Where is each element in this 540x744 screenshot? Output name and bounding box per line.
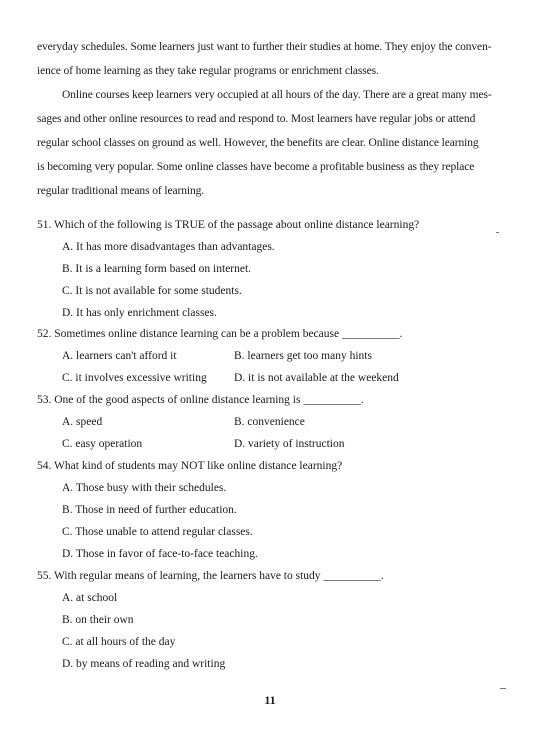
- scan-speck: [500, 688, 506, 689]
- question-54-stem: 54. What kind of students may NOT like online distance learning?: [37, 460, 343, 472]
- question-55-option-d[interactable]: D. by means of reading and writing: [62, 658, 226, 670]
- passage-line: regular traditional means of learning.: [37, 185, 205, 197]
- passage-line: regular school classes on ground as well. However, the benefits are clear. Online distance learning: [37, 137, 479, 149]
- question-53-option-a[interactable]: A. speed: [62, 416, 103, 428]
- question-51-stem: 51. Which of the following is TRUE of the passage about online distance learning?: [37, 219, 420, 231]
- passage-line: everyday schedules. Some learners just want to further their studies at home. They enjoy the conven-: [37, 41, 492, 53]
- question-54-option-b[interactable]: B. Those in need of further education.: [62, 504, 237, 516]
- question-55-option-a[interactable]: A. at school: [62, 592, 118, 604]
- question-54-option-d[interactable]: D. Those in favor of face-to-face teaching.: [62, 548, 258, 560]
- question-52-stem: 52. Sometimes online distance learning can be a problem because __________.: [37, 328, 403, 340]
- question-55-option-b[interactable]: B. on their own: [62, 614, 134, 626]
- question-53-option-c[interactable]: C. easy operation: [62, 438, 143, 450]
- question-53-stem: 53. One of the good aspects of online distance learning is __________.: [37, 394, 364, 406]
- question-51-option-b[interactable]: B. It is a learning form based on internet.: [62, 263, 252, 275]
- passage-line: Online courses keep learners very occupied at all hours of the day. There are a great many mes-: [62, 89, 492, 101]
- question-52-option-a[interactable]: A. learners can't afford it: [62, 350, 177, 362]
- passage-line: ience of home learning as they take regular programs or enrichment classes.: [37, 65, 379, 77]
- passage-line: is becoming very popular. Some online classes have become a profitable business as they replace: [37, 161, 475, 173]
- passage-line: sages and other online resources to read and respond to. Most learners have regular jobs or attend: [37, 113, 476, 125]
- question-53-option-b[interactable]: B. convenience: [234, 416, 305, 428]
- question-51-option-a[interactable]: A. It has more disadvantages than advantages.: [62, 241, 275, 253]
- question-51-option-d[interactable]: D. It has only enrichment classes.: [62, 307, 217, 319]
- question-52-option-d[interactable]: D. it is not available at the weekend: [234, 372, 399, 384]
- question-52-option-b[interactable]: B. learners get too many hints: [234, 350, 372, 362]
- page-number: 11: [264, 693, 276, 707]
- question-55-option-c[interactable]: C. at all hours of the day: [62, 636, 176, 648]
- question-54-option-c[interactable]: C. Those unable to attend regular classes.: [62, 526, 253, 538]
- question-52-option-c[interactable]: C. it involves excessive writing: [62, 372, 207, 384]
- question-54-option-a[interactable]: A. Those busy with their schedules.: [62, 482, 227, 494]
- question-55-stem: 55. With regular means of learning, the learners have to study __________.: [37, 570, 384, 582]
- scan-speck: [496, 232, 499, 233]
- question-51-option-c[interactable]: C. It is not available for some students.: [62, 285, 242, 297]
- question-53-option-d[interactable]: D. variety of instruction: [234, 438, 345, 450]
